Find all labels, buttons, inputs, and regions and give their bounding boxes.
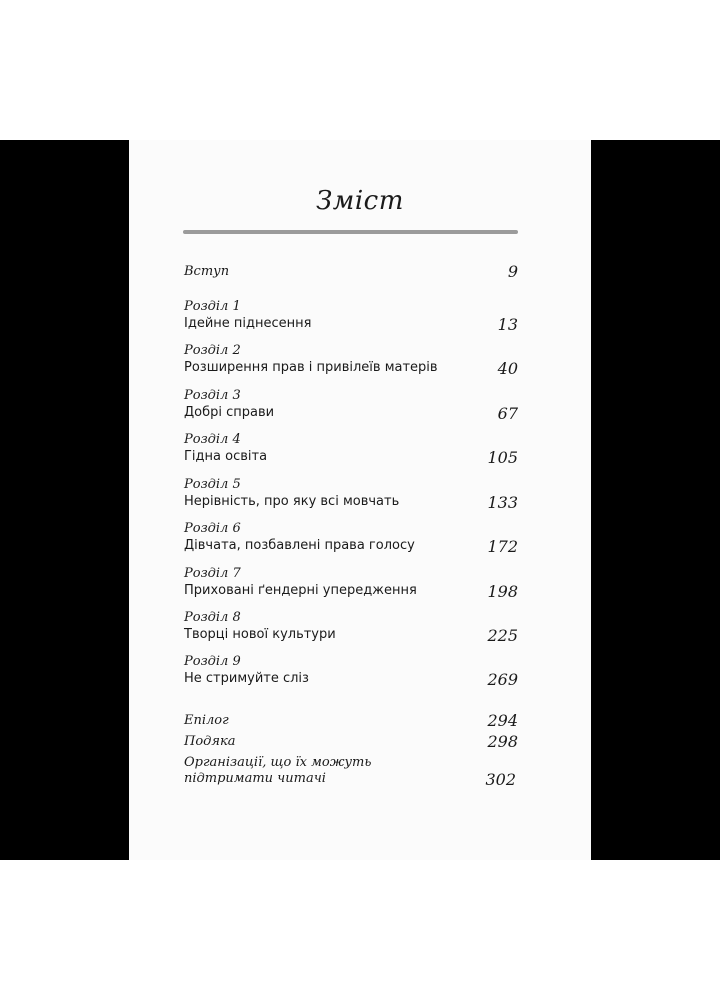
chapter-label: Розділ 8 bbox=[184, 610, 241, 625]
chapter-page-number: 172 bbox=[487, 537, 518, 556]
toc-entry-chapter-2[interactable] bbox=[184, 343, 518, 377]
chapter-page-number: 67 bbox=[497, 404, 518, 423]
chapter-page-number: 269 bbox=[487, 670, 518, 689]
chapter-page-number: 198 bbox=[487, 582, 518, 601]
chapter-label: Розділ 7 bbox=[184, 566, 241, 581]
book-page bbox=[129, 140, 591, 860]
entry-label: Подяка bbox=[184, 734, 236, 749]
chapter-page-number: 133 bbox=[487, 493, 518, 512]
entry-page-number: 294 bbox=[487, 711, 518, 730]
chapter-title: Не стримуйте сліз bbox=[184, 671, 309, 686]
chapter-label: Розділ 6 bbox=[184, 521, 241, 536]
toc-entry-chapter-8[interactable] bbox=[184, 610, 518, 644]
toc-entry-chapter-1[interactable] bbox=[184, 299, 518, 333]
toc-entry-chapter-4[interactable] bbox=[184, 432, 518, 466]
entry-page-number: 302 bbox=[485, 770, 516, 789]
chapter-label: Розділ 3 bbox=[184, 388, 241, 403]
toc-entry-chapter-9[interactable] bbox=[184, 654, 518, 688]
chapter-title: Творці нової культури bbox=[184, 627, 336, 642]
chapter-title: Нерівність, про яку всі мовчать bbox=[184, 494, 400, 509]
page-title: Зміст bbox=[316, 186, 404, 216]
toc-entry-chapter-5[interactable] bbox=[184, 477, 518, 511]
chapter-page-number: 225 bbox=[487, 626, 518, 645]
chapter-title: Ідейне піднесення bbox=[184, 316, 312, 331]
toc-entry-intro[interactable] bbox=[184, 264, 518, 280]
chapter-label: Розділ 9 bbox=[184, 654, 241, 669]
toc-entry-acknowledgements[interactable] bbox=[184, 734, 518, 750]
toc-entry-chapter-7[interactable] bbox=[184, 566, 518, 600]
chapter-page-number: 105 bbox=[487, 448, 518, 467]
entry-label-line-2: підтримати читачі bbox=[184, 771, 326, 786]
entry-label: Епілог bbox=[184, 713, 229, 728]
chapter-title: Дівчата, позбавлені права голосу bbox=[184, 538, 415, 553]
title-divider bbox=[183, 230, 518, 234]
toc-entry-chapter-6[interactable] bbox=[184, 521, 518, 555]
chapter-label: Розділ 4 bbox=[184, 432, 241, 447]
toc-entry-epilogue[interactable] bbox=[184, 713, 518, 729]
chapter-title: Гідна освіта bbox=[184, 449, 268, 464]
chapter-title: Добрі справи bbox=[184, 405, 275, 420]
entry-label-line-1: Організації, що їх можуть bbox=[184, 755, 372, 770]
chapter-label: Розділ 5 bbox=[184, 477, 241, 492]
toc-entry-organizations[interactable] bbox=[184, 755, 518, 787]
toc-entry-chapter-3[interactable] bbox=[184, 388, 518, 422]
chapter-label: Розділ 1 bbox=[184, 299, 241, 314]
chapter-page-number: 40 bbox=[497, 359, 518, 378]
entry-label: Вступ bbox=[184, 264, 230, 279]
entry-page-number: 298 bbox=[487, 732, 518, 751]
entry-page-number: 9 bbox=[507, 262, 518, 281]
chapter-page-number: 13 bbox=[497, 315, 518, 334]
chapter-label: Розділ 2 bbox=[184, 343, 241, 358]
chapter-title: Приховані ґендерні упередження bbox=[184, 583, 417, 598]
chapter-title: Розширення прав і привілеїв матерів bbox=[184, 360, 438, 375]
